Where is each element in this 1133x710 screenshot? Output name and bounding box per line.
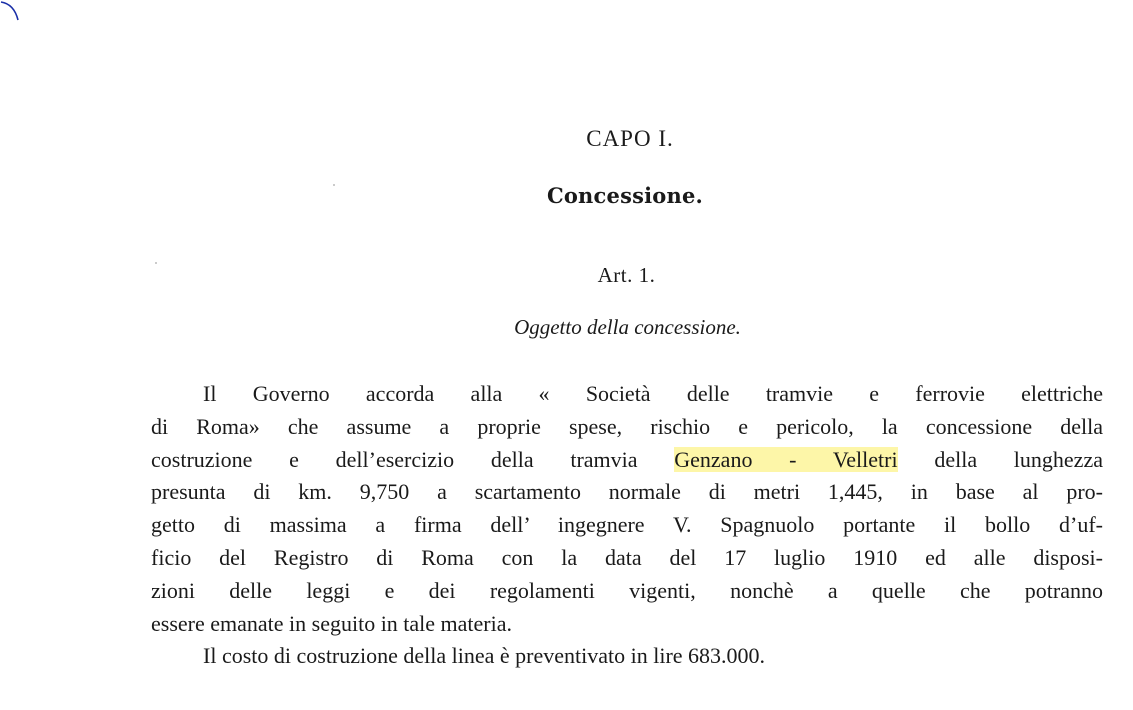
paragraph-line: Il Governo accorda alla « Società delle tramvie e ferrovie elettriche	[203, 381, 1103, 406]
highlighted-text: Genzano - Velletri	[674, 446, 898, 472]
paragraph-line: essere emanate in seguito in tale materia.	[151, 610, 513, 636]
paragraph-line: di Roma» che assume a proprie spese, rischio e pericolo, la concessione della	[151, 413, 1103, 439]
paragraph-cost: Il costo di costruzione della linea è preventivato in lire 683.000.	[203, 643, 766, 669]
paragraph-line: ficio del Registro di Roma con la data del 17 luglio 1910 ed alle disposi-	[151, 544, 1103, 570]
corner-curve-mark	[0, 0, 24, 24]
article-title: Oggetto della concessione.	[514, 315, 741, 339]
paragraph-line	[151, 444, 1103, 477]
article-body	[151, 378, 1103, 673]
paragraph-line: presunta di km. 9,750 a scartamento normale di metri 1,445, in base al pro-	[151, 479, 1103, 505]
line-text: costruzione e dell’esercizio della tramvia	[151, 446, 675, 472]
article-heading: Art. 1.	[597, 263, 656, 287]
chapter-title: Concessione.	[546, 183, 704, 208]
chapter-heading: CAPO I.	[586, 126, 674, 151]
paragraph-line: zioni delle leggi e dei regolamenti vigenti, nonchè a quelle che potranno	[151, 577, 1103, 603]
line-text: della lunghezza	[897, 446, 1103, 472]
paragraph-line: getto di massima a firma dell’ ingegnere V. Spagnuolo portante il bollo d’uf-	[151, 512, 1103, 538]
